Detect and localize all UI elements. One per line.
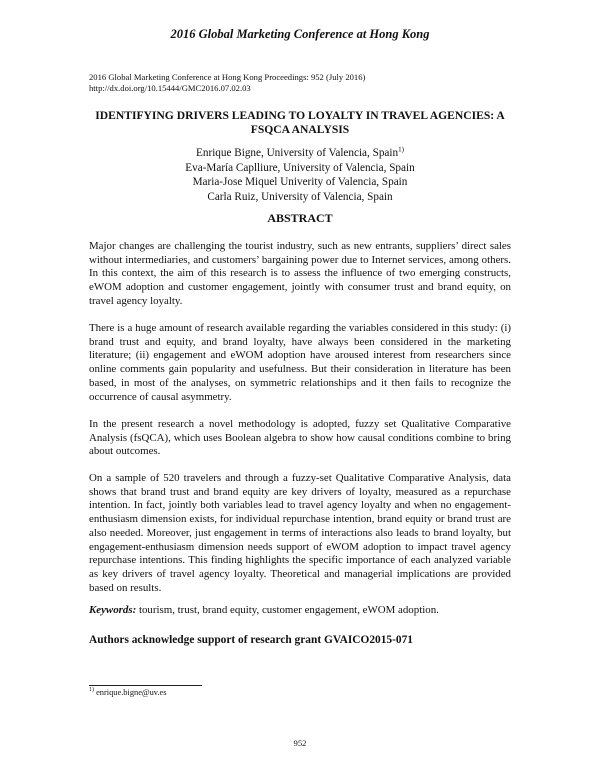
abstract-paragraph: On a sample of 520 travelers and through a fuzzy-set Qualitative Comparative Analysis, data shows that brand trust and brand equity are key drivers of loyalty, measured as a repurchase intention. In fact, jointly both variables lead to travel agency loyalty and when no engagement-enthusiasm dimension exists, for individual repurchase intention, brand equity or brand trust are also needed. Moreover, just engagement in terms of interactions also leads to brand loyalty, but engagement-enthusiasm dimension needs support of eWOM adoption to impact travel agency repurchase intentions. This finding highlights the specific importance of each analyzed variable as key drivers of travel agency loyalty. Theoretical and managerial implications are provided based on results. [89,472,511,594]
abstract-paragraph: Major changes are challenging the tourist industry, such as new entrants, suppliers’ direct sales without intermediaries, and customers’ bargaining power due to Internet services, among others. In this context, the aim of this research is to assess the influence of two emerging constructs, eWOM adoption and customer engagement, jointly with consumer trust and brand equity, on travel agency loyalty. [89,240,511,307]
proceedings-info [89,72,519,93]
keywords-line [89,604,511,618]
acknowledgement: Authors acknowledge support of research grant GVAICO2015-071 [89,634,414,646]
author-line [89,146,511,161]
author-line [89,161,511,176]
author-line [89,175,511,190]
author-line [89,190,511,205]
footnote-marker: 1) [89,687,94,694]
doi-link[interactable]: http://dx.doi.org/10.15444/GMC2016.07.02.03 [89,82,251,93]
paper-title: IDENTIFYING DRIVERS LEADING TO LOYALTY IN TRAVEL AGENCIES: A FSQCA ANALYSIS [95,109,505,136]
author-list [89,146,511,204]
footnote-email[interactable]: enrique.bigne@uv.es [96,688,167,697]
footnote [89,688,167,697]
footnote-divider [89,685,202,686]
page-number: 952 [293,738,307,748]
author-name: Carla Ruiz, University of Valencia, Spain [207,190,393,203]
proceedings-citation: 2016 Global Marketing Conference at Hong Kong Proceedings: 952 (July 2016) [89,72,366,82]
author-name: Eva-María Caplliure, University of Valencia, Spain [185,161,415,174]
running-head: 2016 Global Marketing Conference at Hong Kong [170,27,430,41]
keywords-text: tourism, trust, brand equity, customer engagement, eWOM adoption. [138,604,439,616]
author-name: Enrique Bigne, University of Valencia, Spain [196,147,399,159]
abstract-paragraph: There is a huge amount of research available regarding the variables considered in this study: (i) brand trust and equity, and brand loyalty, have always been considered in the marketing literature; (ii) engagement and eWOM adoption have aroused interest from researchers since online comments gain popularity and usefulness. But their consideration in literature has been based, in most of the analyses, on symmetric relationships and it then fails to recognize the occurrence of causal asymmetry. [89,322,511,403]
author-footnote-marker: 1) [398,145,404,154]
keywords-label: Keywords: [89,604,137,616]
abstract-paragraph: In the present research a novel methodology is adopted, fuzzy set Qualitative Comparative Analysis (fsQCA), which uses Boolean algebra to show how causal conditions combine to bring about outcomes. [89,418,511,458]
author-name: Maria-Jose Miquel Univerity of Valencia, Spain [192,176,408,188]
abstract-heading: ABSTRACT [267,211,333,225]
